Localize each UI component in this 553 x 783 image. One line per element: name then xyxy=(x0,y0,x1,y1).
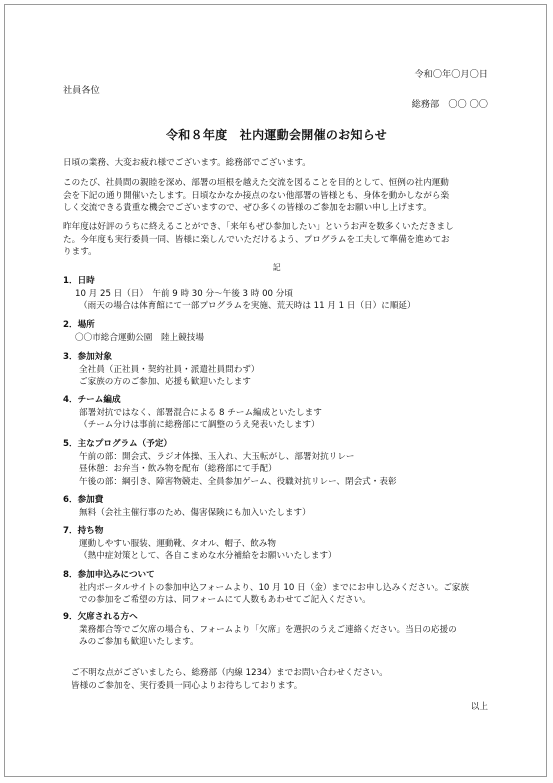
closing-line: ご不明な点がございましたら、総務部（内線 1234）までお問い合わせください。 xyxy=(71,668,388,678)
intro-line: 会を下記の通り開催いたします。日頃なかなか接点のない他部署の皆様とも、身体を動かしながら楽 xyxy=(63,190,450,201)
section-line: （雨天の場合は体育館にて一部プログラムを実施、荒天時は 11 月 1 日（日）に順延） xyxy=(79,301,416,311)
section-belongings xyxy=(63,525,337,563)
intro-line: このたび、社員間の親睦を深め、部署の垣根を越えた交流を図ることを目的として、恒例の社内運動 xyxy=(63,178,449,188)
section-datetime xyxy=(63,275,416,313)
intro-paragraph xyxy=(63,177,449,215)
ki-marker: 記 xyxy=(272,263,281,272)
end-marker: 以上 xyxy=(470,702,488,712)
section-heading: 4．チーム編成 xyxy=(63,395,121,405)
document-date: 令和〇年〇月〇日 xyxy=(414,69,488,80)
section-line: （チーム分けは事前に総務部にて調整のうえ発表いたします） xyxy=(79,420,320,430)
recipient: 社員各位 xyxy=(63,85,100,96)
greeting: 日頃の業務、大変お疲れ様でございます。総務部でございます。 xyxy=(63,158,311,168)
section-eligibility xyxy=(63,351,259,389)
section-line: 全社員（正社員・契約社員・派遣社員問わず） xyxy=(79,364,260,375)
section-absence xyxy=(63,611,457,649)
closing-paragraph xyxy=(63,667,388,692)
section-heading: 8．参加申込みについて xyxy=(63,570,155,580)
section-line: 無料（会社主催行事のため、傷害保険にも加入いたします） xyxy=(79,507,311,518)
section-heading: 6．参加費 xyxy=(63,495,104,505)
intro-paragraph-2 xyxy=(63,221,454,259)
section-line: ご家族の方のご参加、応援も歓迎いたします xyxy=(79,377,251,387)
section-program xyxy=(63,438,397,488)
section-fee xyxy=(63,494,311,519)
sender: 総務部 〇〇 〇〇 xyxy=(411,99,488,110)
section-registration xyxy=(63,569,469,607)
document-page xyxy=(4,4,547,777)
intro2-line: ります。 xyxy=(63,247,97,257)
section-line: 社内ポータルサイトの参加申込フォームより、10 月 10 日（金）までにお申し込みください。ご家族 xyxy=(79,582,469,593)
section-heading: 2．場所 xyxy=(63,320,95,330)
intro2-line: 昨年度は好評のうちに終えることができ、「来年もぜひ参加したい」というお声を数多くいただきまし xyxy=(63,222,454,232)
document-title: 令和８年度 社内運動会開催のお知らせ xyxy=(165,128,388,142)
section-line: 運動しやすい服装、運動靴、タオル、帽子、飲み物 xyxy=(79,538,276,549)
section-location xyxy=(63,319,204,344)
section-line: みのご参加も歓迎いたします。 xyxy=(79,637,199,647)
section-line: 業務都合等でご欠席の場合も、フォームより「欠席」を選択のうえご連絡ください。当日の応援の xyxy=(79,624,457,635)
section-line: 〇〇市総合運動公園 陸上競技場 xyxy=(75,332,204,343)
section-heading: 7．持ち物 xyxy=(63,526,104,536)
section-teams xyxy=(63,394,322,432)
intro-line: しく交流できる貴重な機会でございますので、ぜひ多くの皆様のご参加をお願い申し上げます。 xyxy=(63,203,432,213)
section-line: 昼休憩：お弁当・飲み物を配布（総務部にて手配） xyxy=(79,464,277,474)
intro2-line: た。今年度も実行委員一同、皆様に楽しんでいただけるよう、プログラムを工夫して準備を進めてお xyxy=(63,234,450,245)
section-line: （熱中症対策として、各自こまめな水分補給をお願いいたします） xyxy=(79,551,337,561)
section-heading: 1．日時 xyxy=(63,276,95,286)
closing-line: 皆様のご参加を、実行委員一同心よりお待ちしております。 xyxy=(71,680,303,691)
section-line: 午前の部：開会式、ラジオ体操、玉入れ、大玉転がし、部署対抗リレー xyxy=(79,451,355,462)
section-line: での参加をご希望の方は、同フォームにて人数もあわせてご記入ください。 xyxy=(79,595,371,605)
section-line: 10 月 25 日（日） 午前 9 時 30 分～午後 3 時 00 分頃 xyxy=(75,288,293,299)
section-heading: 5．主なプログラム（予定） xyxy=(63,439,173,449)
section-line: 午後の部：綱引き、障害物競走、全員参加ゲーム、役職対抗リレー、閉会式・表彰 xyxy=(79,476,397,487)
section-line: 部署対抗ではなく、部署混合による 8 チーム編成といたします xyxy=(79,407,322,418)
section-heading: 9．欠席される方へ xyxy=(63,612,138,622)
section-heading: 3．参加対象 xyxy=(63,352,112,362)
